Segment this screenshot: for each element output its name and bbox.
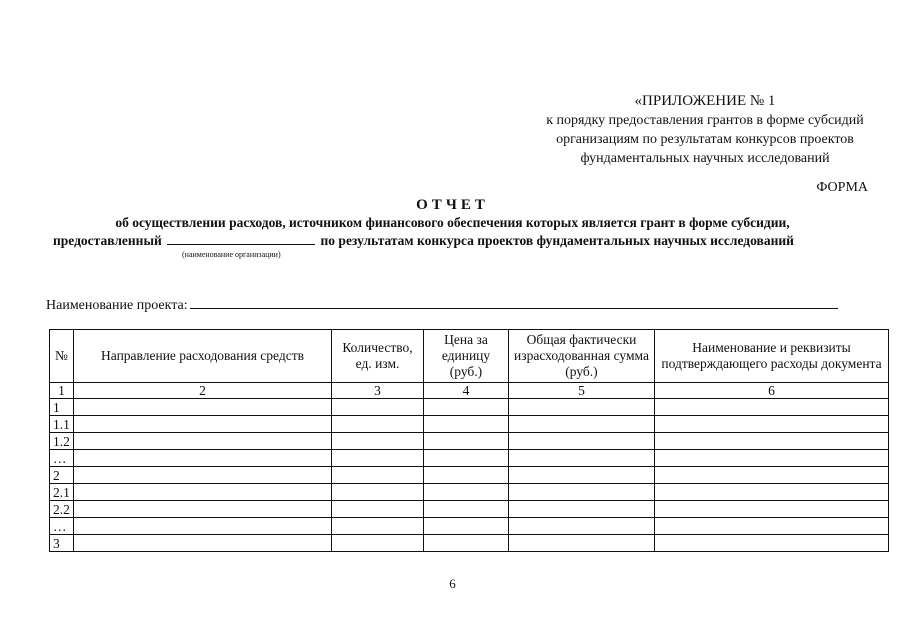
- cell-supporting-document[interactable]: [655, 467, 889, 484]
- table-row: [50, 467, 889, 484]
- header-expense-direction: Направление расходования средств: [74, 330, 332, 383]
- cell-unit-price[interactable]: [424, 433, 509, 450]
- report-table: [49, 329, 889, 552]
- cell-supporting-document[interactable]: [655, 416, 889, 433]
- cell-total-spent[interactable]: [509, 501, 655, 518]
- appendix-line: к порядку предоставления грантов в форме субсидий: [546, 113, 864, 128]
- cell-expense-direction[interactable]: [74, 399, 332, 416]
- row-number: 1.2: [50, 433, 74, 450]
- header-unit-price: Цена за единицу (руб.): [424, 330, 509, 383]
- cell-unit-price[interactable]: [424, 450, 509, 467]
- project-name-label: Наименование проекта:: [46, 298, 188, 313]
- subtitle-prefix: предоставленный: [53, 233, 162, 248]
- cell-supporting-document[interactable]: [655, 535, 889, 552]
- table-row: [50, 501, 889, 518]
- cell-supporting-document[interactable]: [655, 450, 889, 467]
- header-quantity: Количество, ед. изм.: [332, 330, 424, 383]
- cell-expense-direction[interactable]: [74, 484, 332, 501]
- row-number: 3: [50, 535, 74, 552]
- cell-expense-direction[interactable]: [74, 535, 332, 552]
- cell-quantity[interactable]: [332, 484, 424, 501]
- cell-unit-price[interactable]: [424, 399, 509, 416]
- cell-supporting-document[interactable]: [655, 484, 889, 501]
- row-number: 2.1: [50, 484, 74, 501]
- table-row: [50, 484, 889, 501]
- organization-caption: (наименование организации): [182, 250, 281, 259]
- table-header-row: [50, 330, 889, 383]
- page-number: 6: [449, 576, 456, 591]
- report-title: ОТЧЕТ: [416, 197, 489, 213]
- cell-expense-direction[interactable]: [74, 450, 332, 467]
- cell-total-spent[interactable]: [509, 535, 655, 552]
- appendix-heading: «ПРИЛОЖЕНИЕ № 1: [634, 93, 776, 109]
- table-row: [50, 416, 889, 433]
- cell-unit-price[interactable]: [424, 501, 509, 518]
- cell-supporting-document[interactable]: [655, 433, 889, 450]
- table-row: [50, 518, 889, 535]
- header-number: №: [50, 330, 74, 383]
- cell-quantity[interactable]: [332, 535, 424, 552]
- cell-unit-price[interactable]: [424, 535, 509, 552]
- column-number-row: [50, 383, 889, 399]
- report-subtitle-line2: [53, 233, 794, 249]
- cell-expense-direction[interactable]: [74, 433, 332, 450]
- header-supporting-document: Наименование и реквизиты подтверждающего расходы документа: [655, 330, 889, 383]
- row-number: 2.2: [50, 501, 74, 518]
- project-name-blank-line[interactable]: [190, 296, 838, 309]
- cell-quantity[interactable]: [332, 467, 424, 484]
- cell-total-spent[interactable]: [509, 518, 655, 535]
- column-number: 5: [509, 383, 655, 399]
- subtitle-suffix: по результатам конкурса проектов фундаментальных научных исследований: [320, 233, 794, 248]
- report-subtitle-line1: об осуществлении расходов, источником финансового обеспечения которых является грант в форме субсидии,: [115, 215, 790, 230]
- appendix-line: фундаментальных научных исследований: [580, 151, 830, 166]
- cell-quantity[interactable]: [332, 433, 424, 450]
- form-label: ФОРМА: [816, 180, 868, 195]
- cell-total-spent[interactable]: [509, 484, 655, 501]
- cell-total-spent[interactable]: [509, 399, 655, 416]
- cell-quantity[interactable]: [332, 501, 424, 518]
- row-number: 2: [50, 467, 74, 484]
- cell-total-spent[interactable]: [509, 467, 655, 484]
- project-name-row: [46, 296, 838, 314]
- cell-quantity[interactable]: [332, 416, 424, 433]
- cell-expense-direction[interactable]: [74, 501, 332, 518]
- cell-supporting-document[interactable]: [655, 501, 889, 518]
- column-number: 6: [655, 383, 889, 399]
- column-number: 3: [332, 383, 424, 399]
- row-number: …: [50, 450, 74, 467]
- cell-supporting-document[interactable]: [655, 399, 889, 416]
- header-total-spent: Общая фактически израсходованная сумма (руб.): [509, 330, 655, 383]
- column-number: 1: [50, 383, 74, 399]
- row-number: 1: [50, 399, 74, 416]
- cell-supporting-document[interactable]: [655, 518, 889, 535]
- cell-quantity[interactable]: [332, 399, 424, 416]
- table-row: [50, 399, 889, 416]
- cell-total-spent[interactable]: [509, 450, 655, 467]
- appendix-line: организациям по результатам конкурсов проектов: [556, 132, 854, 147]
- cell-unit-price[interactable]: [424, 467, 509, 484]
- cell-total-spent[interactable]: [509, 416, 655, 433]
- row-number: …: [50, 518, 74, 535]
- cell-quantity[interactable]: [332, 450, 424, 467]
- cell-expense-direction[interactable]: [74, 467, 332, 484]
- cell-total-spent[interactable]: [509, 433, 655, 450]
- column-number: 2: [74, 383, 332, 399]
- cell-unit-price[interactable]: [424, 484, 509, 501]
- table-row: [50, 433, 889, 450]
- cell-expense-direction[interactable]: [74, 416, 332, 433]
- table-row: [50, 450, 889, 467]
- appendix-block: [505, 92, 905, 168]
- row-number: 1.1: [50, 416, 74, 433]
- table-row: [50, 535, 889, 552]
- organization-blank-line[interactable]: [167, 234, 315, 245]
- cell-unit-price[interactable]: [424, 416, 509, 433]
- cell-quantity[interactable]: [332, 518, 424, 535]
- column-number: 4: [424, 383, 509, 399]
- cell-expense-direction[interactable]: [74, 518, 332, 535]
- cell-unit-price[interactable]: [424, 518, 509, 535]
